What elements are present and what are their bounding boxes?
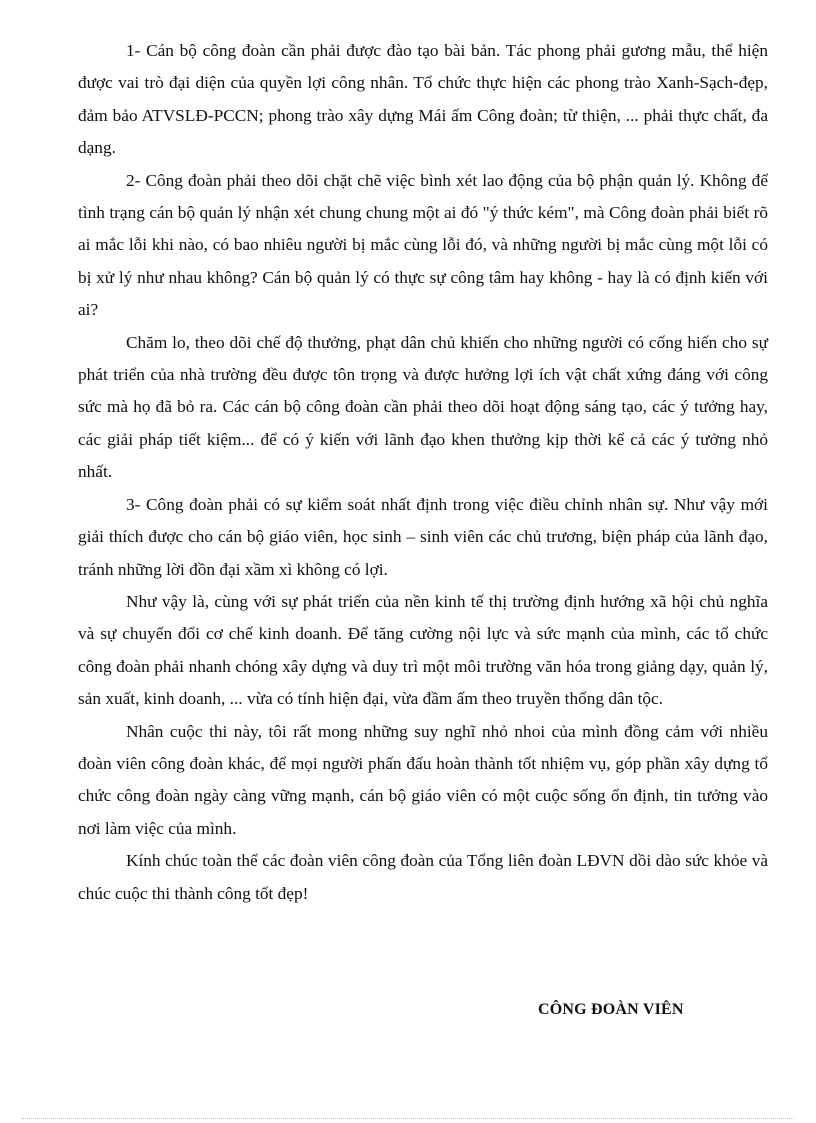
paragraph-2: 2- Công đoàn phải theo dõi chặt chẽ việc bình xét lao động của bộ phận quản lý. Không để tình trạng cán bộ quản lý nhận xét chung chung một ai đó "ý thức kém", mà Công đoàn phải biết rõ ai mắc lỗi khi nào, có bao nhiêu người bị mắc cùng lỗi đó, và những người bị mắc cùng một lỗi có bị xử lý như nhau không? Cán bộ quản lý có thực sự công tâm hay không - hay là có định kiến với ai? [78,170,768,320]
paragraph-5: Như vậy là, cùng với sự phát triển của nền kinh tế thị trường định hướng xã hội chủ nghĩa và sự chuyển đổi cơ chế kinh doanh. Để tăng cường nội lực và sức mạnh của mình, các tổ chức công đoàn phải nhanh chóng xây dựng và duy trì một môi trường văn hóa trong giảng dạy, quản lý, sản xuất, kinh doanh, ... vừa có tính hiện đại, vừa đầm ấm theo truyền thống dân tộc. [78,591,768,709]
paragraph-6: Nhân cuộc thi này, tôi rất mong những suy nghĩ nhỏ nhoi của mình đồng cảm với nhiều đoàn viên công đoàn khác, để mọi người phấn đấu hoàn thành tốt nhiệm vụ, góp phần xây dựng tổ chức công đoàn ngày càng vững mạnh, cán bộ giáo viên có một cuộc sống ổn định, tin tưởng vào nơi làm việc của mình. [78,721,768,838]
paragraph-1: 1- Cán bộ công đoàn cần phải được đào tạo bài bản. Tác phong phải gương mẫu, thể hiện được vai trò đại diện của quyền lợi công nhân. Tổ chức thực hiện các phong trào Xanh-Sạch-đẹp, đảm bảo ATVSLĐ-PCCN; phong trào xây dựng Mái ấm Công đoàn; từ thiện, ... phải thực chất, đa dạng. [78,41,768,158]
document-body [78,35,768,910]
page-bottom-border [22,1118,794,1119]
paragraph-7: Kính chúc toàn thể các đoàn viên công đoàn của Tổng liên đoàn LĐVN dồi dào sức khỏe và chúc cuộc thi thành công tốt đẹp! [78,851,768,903]
paragraph-3: Chăm lo, theo dõi chế độ thưởng, phạt dân chủ khiến cho những người có cống hiến cho sự phát triển của nhà trường đều được tôn trọng và được hưởng lợi ích vật chất xứng đáng với công sức mà họ đã bỏ ra. Các cán bộ công đoàn cần phải theo dõi hoạt động sáng tạo, các ý tưởng hay, các giải pháp tiết kiệm... để có ý kiến với lãnh đạo khen thưởng kịp thời kể cả các ý tưởng nhỏ nhất. [78,332,768,482]
signature: CÔNG ĐOÀN VIÊN [538,1001,684,1018]
paragraph-4: 3- Công đoàn phải có sự kiểm soát nhất định trong việc điều chỉnh nhân sự. Như vậy mới giải thích được cho cán bộ giáo viên, học sinh – sinh viên các chủ trương, biện pháp của lãnh đạo, tránh những lời đồn đại xầm xì không có lợi. [78,494,768,579]
